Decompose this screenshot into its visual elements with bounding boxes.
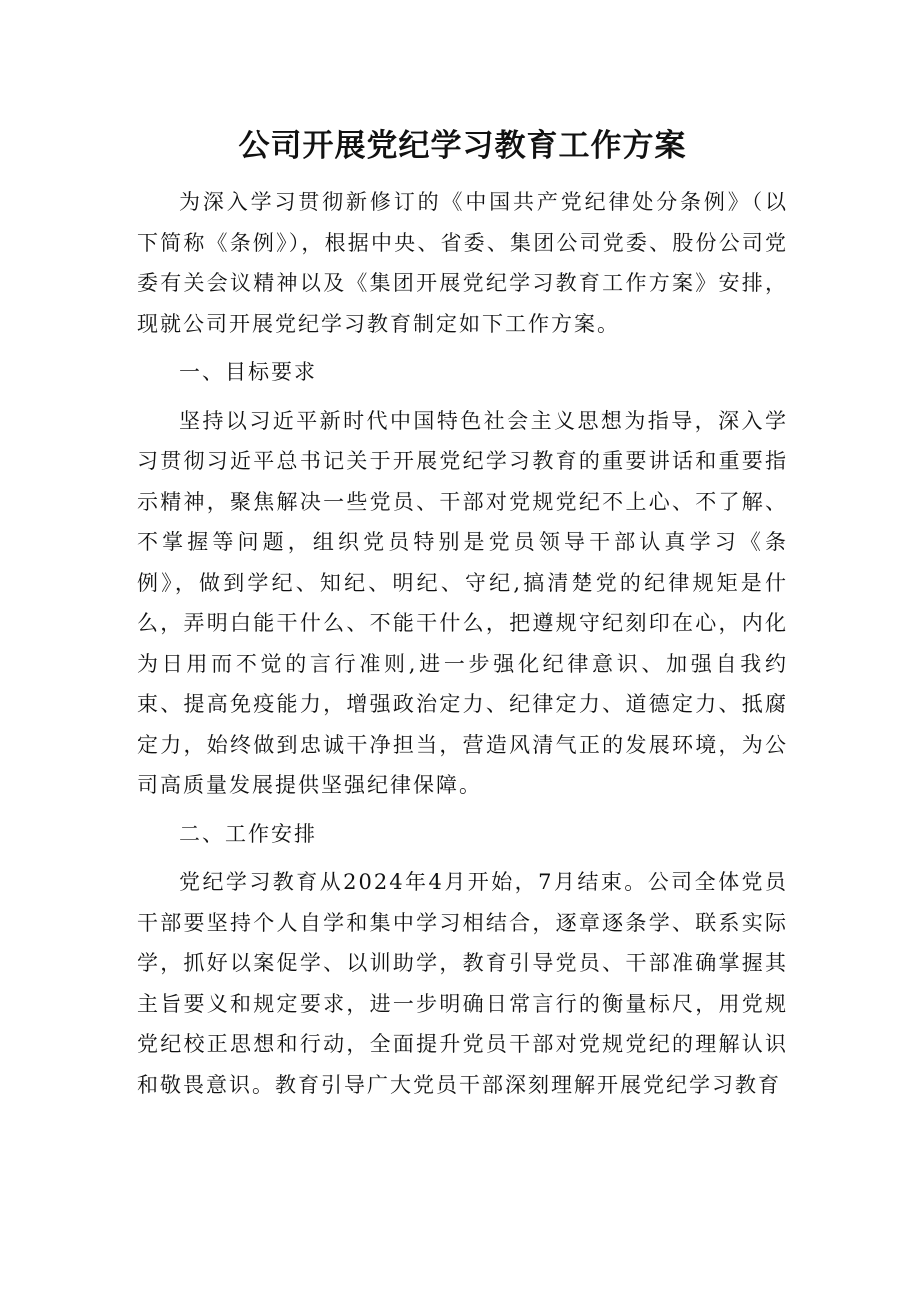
section-body-arrangement: 党纪学习教育从2024年4月开始，7月结束。公司全体党员干部要坚持个人自学和集中学习相结合，逐章逐条学、联系实际学，抓好以案促学、以训助学，教育引导党员、干部准确掌握其主旨要义和规定要求，进一步明确日常言行的衡量标尺，用党规党纪校正思想和行动，全面提升党员干部对党规党纪的理解认识和敬畏意识。教育引导广大党员干部深刻理解开展党纪学习教育: [137, 870, 788, 1097]
section-heading-arrangement: 二、工作安排: [179, 821, 317, 846]
intro-paragraph: 为深入学习贯彻新修订的《中国共产党纪律处分条例》（以下简称《条例》），根据中央、省委、集团公司党委、股份公司党委有关会议精神以及《集团开展党纪学习教育工作方案》安排，现就公司开展党纪学习教育制定如下工作方案。: [137, 190, 788, 336]
section-heading-goals: 一、目标要求: [179, 360, 317, 384]
document-title: 公司开展党纪学习教育工作方案: [238, 128, 687, 164]
section-body-goals: 坚持以习近平新时代中国特色社会主义思想为指导，深入学习贯彻习近平总书记关于开展党纪学习教育的重要讲话和重要指示精神，聚焦解决一些党员、干部对党规党纪不上心、不了解、不掌握等问题，组织党员特别是党员领导干部认真学习《条例》，做到学纪、知纪、明纪、守纪,搞清楚党的纪律规矩是什么，弄明白能干什么、不能干什么，把遵规守纪刻印在心，内化为日用而不觉的言行准则,进一步强化纪律意识、加强自我约束、提高免疫能力，增强政治定力、纪律定力、道德定力、抵腐定力，始终做到忠诚干净担当，营造风清气正的发展环境，为公司高质量发展提供坚强纪律保障。: [137, 408, 788, 797]
